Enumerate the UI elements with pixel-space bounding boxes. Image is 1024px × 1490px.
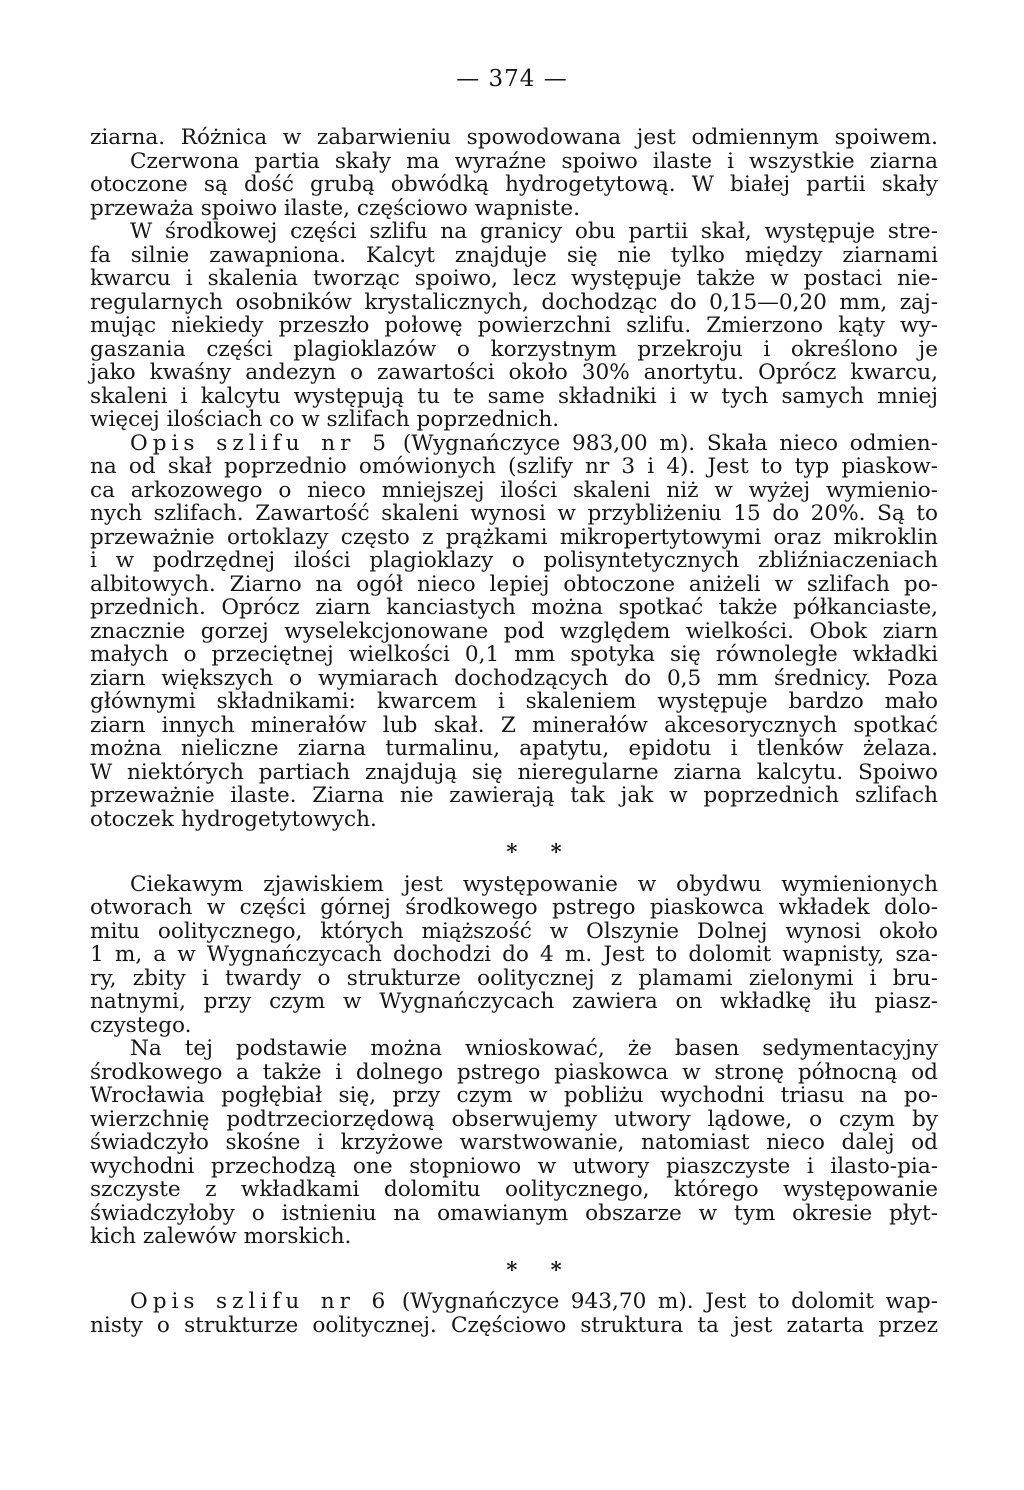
text-line: regularnych osobników krystalicznych, dochodząc do 0,15—0,20 mm, zaj-: [90, 289, 938, 315]
text-line: ziarn większych o wymiarach dochodzących do 0,5 mm średnicy. Poza: [90, 665, 938, 691]
section-separator: * *: [506, 1256, 562, 1282]
text-line: przeważnie ilaste. Ziarna nie zawierają tak jak w poprzednich szlifach: [90, 783, 938, 808]
text-line: wychodni przechodzą one stopniowo w utwory piaszczyste i ilasto-pia-: [90, 1153, 938, 1179]
text-column: [90, 126, 938, 1337]
text-line: 1 m, a w Wygnańczycach dochodzi do 4 m. Jest to dolomit wapnisty, sza-: [90, 942, 938, 967]
text-line: przeważa spoiwo ilaste, częściowo wapniste.: [90, 195, 580, 221]
text-line: nisty o strukturze oolitycznej. Częściowo struktura ta jest zatarta przez: [90, 1312, 938, 1338]
section-opis-6-first-line: [90, 1290, 938, 1314]
section-heading-opis-5: Opis szlifu nr 5: [130, 430, 392, 456]
text-line: otworach w części górnej środkowego pstrego piaskowca wkładek dolo-: [90, 895, 938, 920]
text-line: i w podrzędnej ilości plagioklazy o polisyntetycznych zbliźniaczeniach: [90, 548, 938, 573]
text-line: przednich. Oprócz ziarn kanciastych można spotkać także półkanciaste,: [90, 595, 938, 620]
text-line: przeważnie ortoklazy często z prążkami mikropertytowymi oraz mikroklin: [90, 524, 938, 550]
text-line: W niektórych partiach znajdują się nieregularne ziarna kalcytu. Spoiwo: [90, 759, 938, 785]
text-line: albitowych. Ziarno na ogół nieco lepiej obtoczone aniżeli w szlifach po-: [90, 571, 938, 597]
text-line: skaleni i kalcytu występują tu te same składniki i w tych samych mniej: [90, 383, 938, 409]
text-line: ry, zbity i twardy o strukturze oolitycznej z plamami zielonymi i bru-: [90, 965, 938, 991]
text-line: otoczone są dość grubą obwódką hydrogetytową. W białej partii skały: [90, 172, 938, 197]
text-line: kich zalewów morskich.: [90, 1224, 352, 1249]
text-line: otoczek hydrogetytowych.: [90, 806, 377, 832]
text-line: znacznie gorzej wyselekcjonowane pod względem wielkości. Obok ziarn: [90, 618, 938, 644]
text-line: gaszania części plagioklazów o korzystnym przekroju i określono je: [90, 336, 938, 362]
text-line: głównymi składnikami: kwarcem i skaleniem występuje bardzo mało: [90, 689, 938, 714]
text-fragment: (Wygnańczyce 943,70 m). Jest to dolomit wap-: [401, 1289, 938, 1314]
text-line: można nieliczne ziarna turmalinu, apatytu, epidotu i tlenków żelaza.: [90, 736, 938, 761]
section-separator: * *: [506, 839, 562, 864]
text-line: mitu oolitycznego, których miąższość w Olszynie Dolnej wynosi około: [90, 918, 938, 944]
text-line: kwarcu i skalenia tworząc spoiwo, lecz występuje także w postaci nie-: [90, 266, 938, 291]
text-line: świadczyłoby o istnieniu na omawianym obszarze w tym okresie płyt-: [90, 1200, 938, 1226]
text-line: natnymi, przy czym w Wygnańczycach zawiera on wkładkę iłu piasz-: [90, 989, 938, 1014]
text-line: na od skał poprzednio omówionych (szlify nr 3 i 4). Jest to typ piaskow-: [90, 454, 938, 479]
text-line: Na tej podstawie można wnioskować, że basen sedymentacyjny: [130, 1036, 938, 1061]
text-line: W środkowej części szlifu na granicy obu partii skał, występuje stre-: [130, 219, 938, 244]
text-line: nych szlifach. Zawartość skaleni wynosi w przybliżeniu 15 do 20%. Są to: [90, 501, 938, 526]
text-line: czystego.: [90, 1012, 192, 1038]
text-line: ca arkozowego o nieco mniejszej ilości skaleni niż w wyżej wymienio-: [90, 477, 938, 503]
text-line: jako kwaśny andezyn o zawartości około 30% anortytu. Oprócz kwarcu,: [90, 360, 938, 385]
text-line: mując niekiedy przeszło połowę powierzchni szlifu. Zmierzono kąty wy-: [90, 313, 938, 338]
text-fragment: (Wygnańczyce 983,00 m). Skała nieco odmien-: [402, 430, 938, 456]
page-number: — 374 —: [456, 66, 568, 92]
section-opis-5-first-line: [90, 432, 938, 456]
text-line: ziarna. Różnica w zabarwieniu spowodowana jest odmiennym spoiwem.: [90, 125, 938, 150]
text-line: Czerwona partia skały ma wyraźne spoiwo ilaste i wszystkie ziarna: [130, 148, 938, 174]
section-heading-opis-6: Opis szlifu nr 6: [130, 1289, 391, 1314]
text-line: ziarn innych minerałów lub skał. Z minerałów akcesorycznych spotkać: [90, 712, 938, 738]
text-line: Ciekawym zjawiskiem jest występowanie w obydwu wymienionych: [130, 871, 938, 897]
text-line: wierzchnię podtrzeciorzędową obserwujemy utwory lądowe, o czym by: [90, 1106, 938, 1132]
text-line: małych o przeciętnej wielkości 0,1 mm spotyka się równoległe wkładki: [90, 642, 938, 667]
text-line: fa silnie zawapniona. Kalcyt znajduje się nie tylko między ziarnami: [90, 242, 938, 268]
text-line: więcej ilościach co w szlifach poprzednich.: [90, 407, 560, 432]
text-line: środkowego a także i dolnego pstrego piaskowca w stronę północną od: [90, 1059, 938, 1085]
text-line: szczyste z wkładkami dolomitu oolitycznego, którego występowanie: [90, 1177, 938, 1202]
text-line: świadczyło skośne i krzyżowe warstwowanie, natomiast nieco dalej od: [90, 1130, 938, 1155]
text-line: Wrocławia pogłębiał się, przy czym w pobliżu wychodni triasu na po-: [90, 1083, 938, 1108]
